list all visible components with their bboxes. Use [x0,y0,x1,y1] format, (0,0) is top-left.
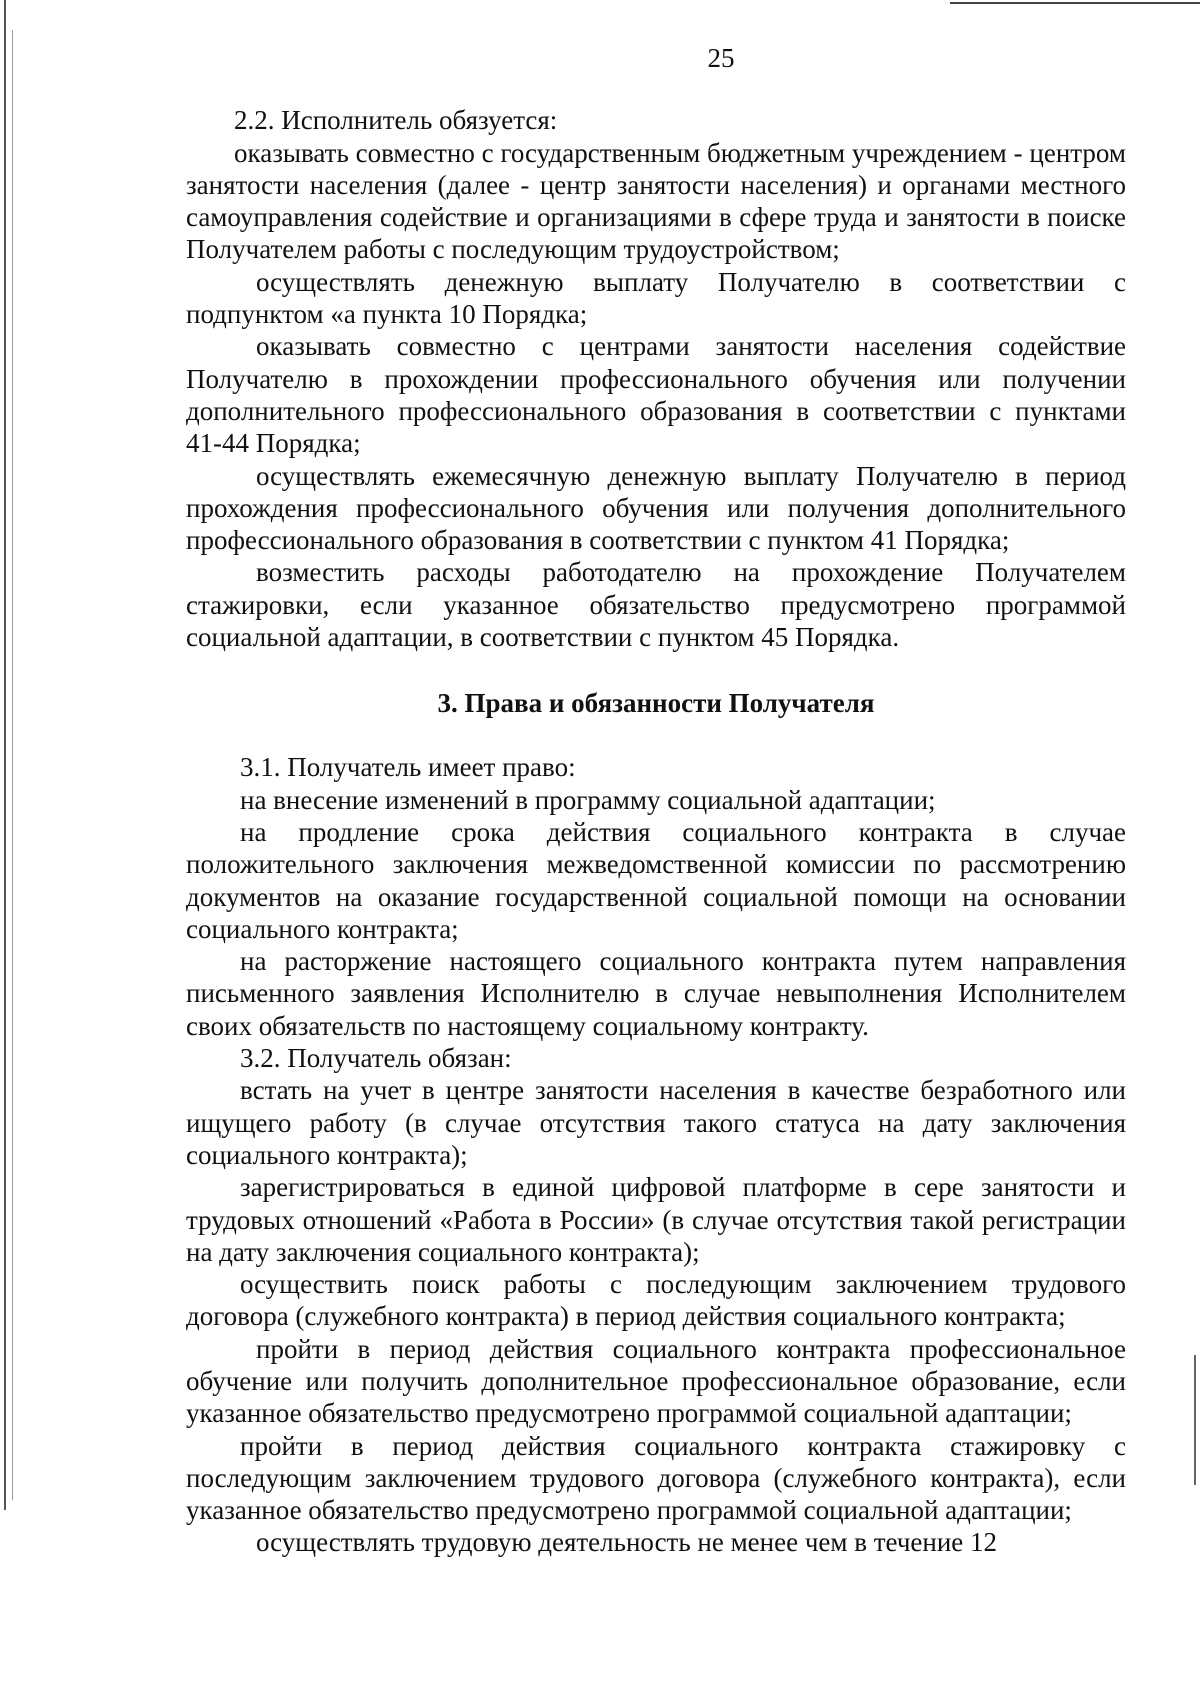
paragraph: пройти в период действия социального контракта стажировку с последующим заключением трудового договора (служебного контракта), если указанное обязательство предусмотрено программой социальной адаптации; [186,1430,1126,1526]
scan-edge-right [1194,1355,1196,1485]
paragraph: на внесение изменений в программу социальной адаптации; [240,784,936,815]
paragraph: возместить расходы работодателю на прохождение Получателем стажировки, если указанное обязательство предусмотрено программой социальной адаптации, в соответствии с пунктом 45 Порядка. [186,557,1126,653]
section-3-1 [186,751,1126,1042]
paragraph: на продление срока действия социального контракта в случае положительного заключения межведомственной комиссии по рассмотрению документов на оказание государственной социальной помощи на основании социального контракта; [186,816,1126,944]
paragraph: зарегистрироваться в единой цифровой платформе в сере занятости и трудовых отношений «Работа в России» (в случае отсутствия такой регистрации на дату заключения социального контракта); [186,1172,1126,1267]
section-3-2 [186,1042,1126,1559]
scan-edge-top [950,2,1200,4]
paragraph: осуществлять трудовую деятельность не менее чем в течение 12 [256,1527,998,1558]
section-3-2-heading: 3.2. Получатель обязан: [240,1043,512,1074]
section-3-title: 3. Права и обязанности Получателя [437,688,875,719]
page-number: 25 [707,43,735,73]
paragraph: оказывать совместно с государственным бюджетным учреждением - центром занятости населения (далее - центр занятости населения) и органами местного самоуправления содействие и организациями в сфере труда и занятости в поиске Получателем работы с последующим трудоустройством; [186,137,1126,265]
document-page [186,42,1126,1559]
scan-edge-left [4,0,6,1510]
scan-edge-left-inner [12,30,13,1500]
paragraph: осуществлять ежемесячную денежную выплату Получателю в период прохождения профессионального обучения или получения дополнительного профессионального образования в соответствии с пунктом 41 Порядка; [186,460,1126,556]
paragraph: встать на учет в центре занятости населения в качестве безработного или ищущего работу (в случае отсутствия такого статуса на дату заключения социального контракта); [186,1075,1126,1170]
section-3-1-heading: 3.1. Получатель имеет право: [240,752,576,783]
paragraph: пройти в период действия социального контракта профессиональное обучение или получить дополнительное профессиональное образование, если указанное обязательство предусмотрено программой социальной адаптации; [186,1333,1126,1429]
paragraph: оказывать совместно с центрами занятости населения содействие Получателю в прохождении профессионального обучения или получении дополнительного профессионального образования в соответствии с пунктами 41-44 Порядка; [186,331,1126,459]
paragraph: осуществлять денежную выплату Получателю в соответствии с подпунктом «а пункта 10 Порядка; [186,266,1126,330]
paragraph: на расторжение настоящего социального контракта путем направления письменного заявления Исполнителю в случае невыполнения Исполнителем своих обязательств по настоящему социальному контракту. [186,946,1126,1041]
section-2-2-heading: 2.2. Исполнитель обязуется: [234,105,558,136]
paragraph: осуществить поиск работы с последующим заключением трудового договора (служебного контракта) в период действия социального контракта; [186,1269,1126,1332]
section-2-2 [186,104,1126,653]
